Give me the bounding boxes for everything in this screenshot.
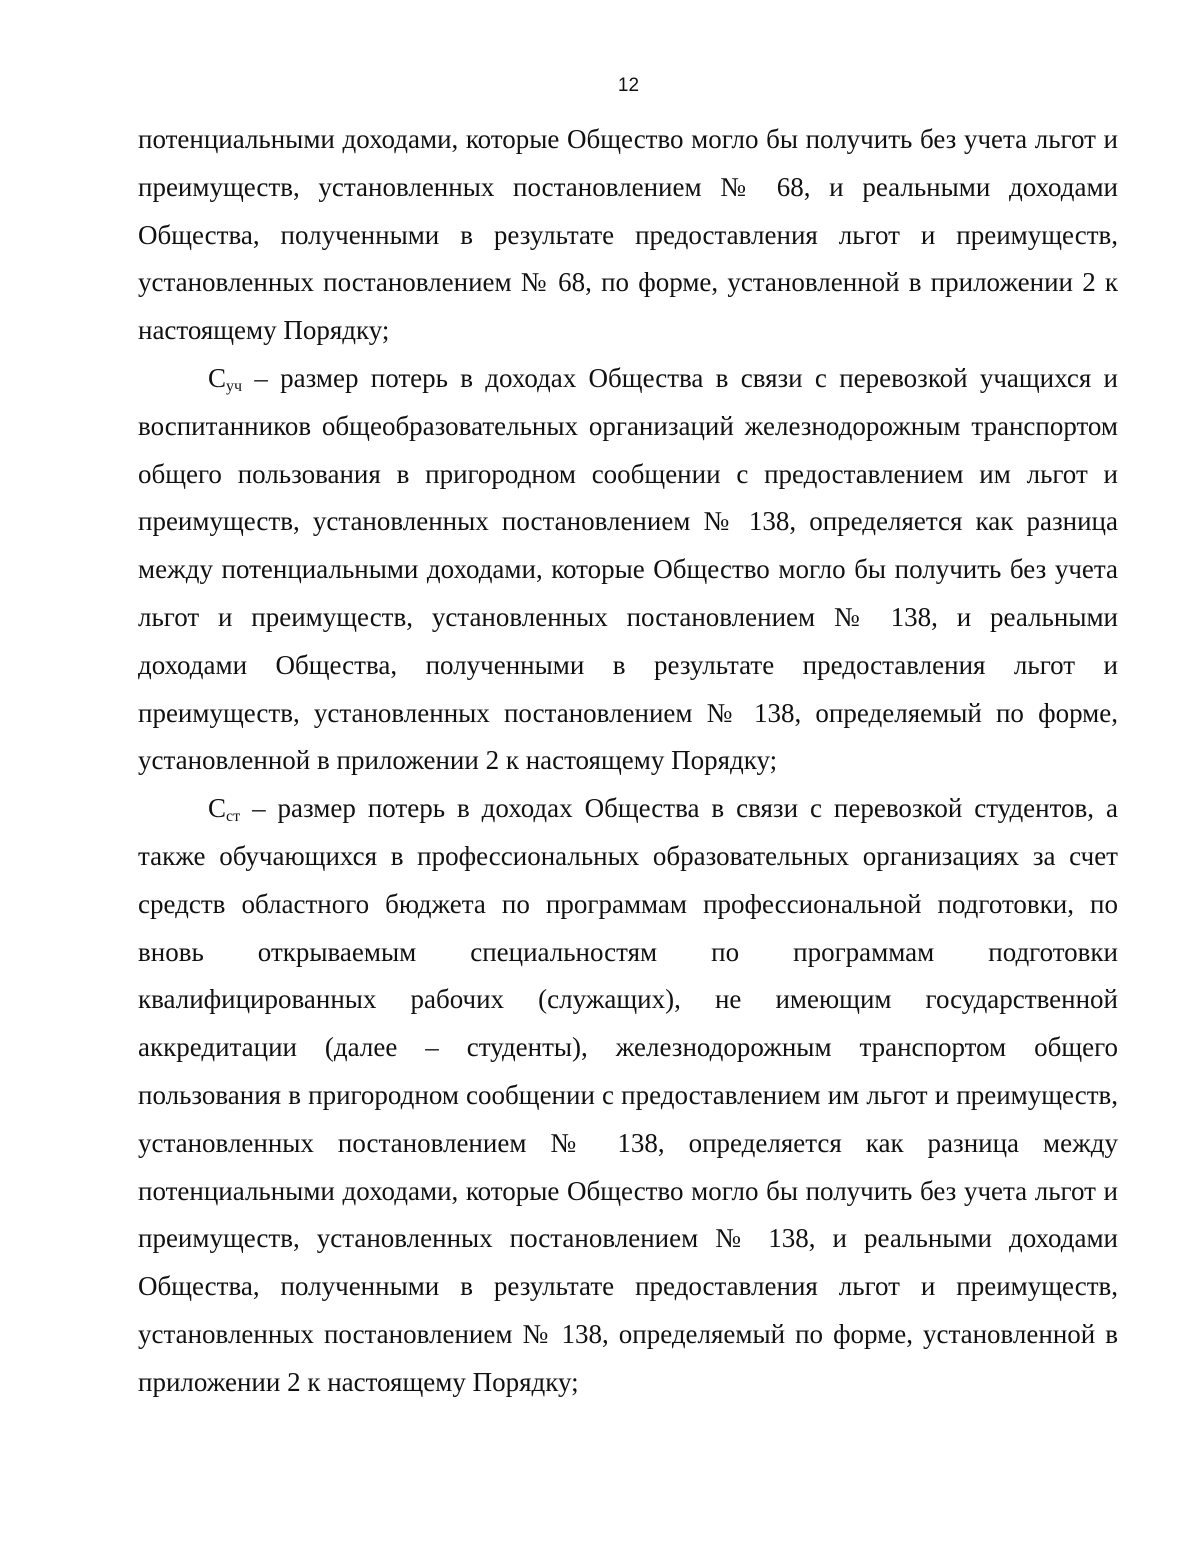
- symbol-base: С: [208, 362, 227, 393]
- paragraph-text: – размер потерь в доходах Общества в связи с перевозкой учащихся и воспитанников общеобразовательных организаций железнодорожным транспортом общего пользования в пригородном сообщении с предоставлением им льгот и преимуществ, установленных постановлением № 138, определяется как разница между потенциальными доходами, которые Общество могло бы получить без учета льгот и преимуществ, установленных постановлением № 138, и реальными доходами Общества, полученными в результате предоставления льгот и преимуществ, установленных постановлением № 138, определяемый по форме, установленной в приложении 2 к настоящему Порядку;: [138, 362, 1118, 776]
- formula-symbol-c-uch: [208, 363, 242, 393]
- formula-symbol-c-st: [208, 793, 241, 826]
- paragraph-c-uch: [138, 355, 1118, 785]
- symbol-base: С: [208, 793, 227, 824]
- page-number: 12: [617, 75, 640, 96]
- paragraph-continuation: потенциальными доходами, которые Общество могло бы получить без учета льгот и преимуществ, установленных постановлением № 68, и реальными доходами Общества, полученными в результате предоставления льгот и преимуществ, установленных постановлением № 68, по форме, установленной в приложении 2 к настоящему Порядку;: [138, 124, 1118, 346]
- symbol-subscript: ст: [226, 808, 241, 826]
- paragraph-c-st: [138, 785, 1118, 1406]
- symbol-subscript: уч: [226, 377, 243, 395]
- document-body: [138, 116, 1118, 1407]
- paragraph-text: – размер потерь в доходах Общества в связи с перевозкой студентов, а также обучающихся в профессиональных образовательных организациях за счет средств областного бюджета по программам профессиональной подготовки, по вновь открываемым специальностям по программам подготовки квалифицированных рабочих (служащих), не имеющим государственной аккредитации (далее – студенты), железнодорожным транспортом общего пользования в пригородном сообщении с предоставлением им льгот и преимуществ, установленных постановлением № 138, определяется как разница между потенциальными доходами, которые Общество могло бы получить без учета льгот и преимуществ, установленных постановлением № 138, и реальными доходами Общества, полученными в результате предоставления льгот и преимуществ, установленных постановлением № 138, определяемый по форме, установленной в приложении 2 к настоящему Порядку;: [138, 793, 1118, 1397]
